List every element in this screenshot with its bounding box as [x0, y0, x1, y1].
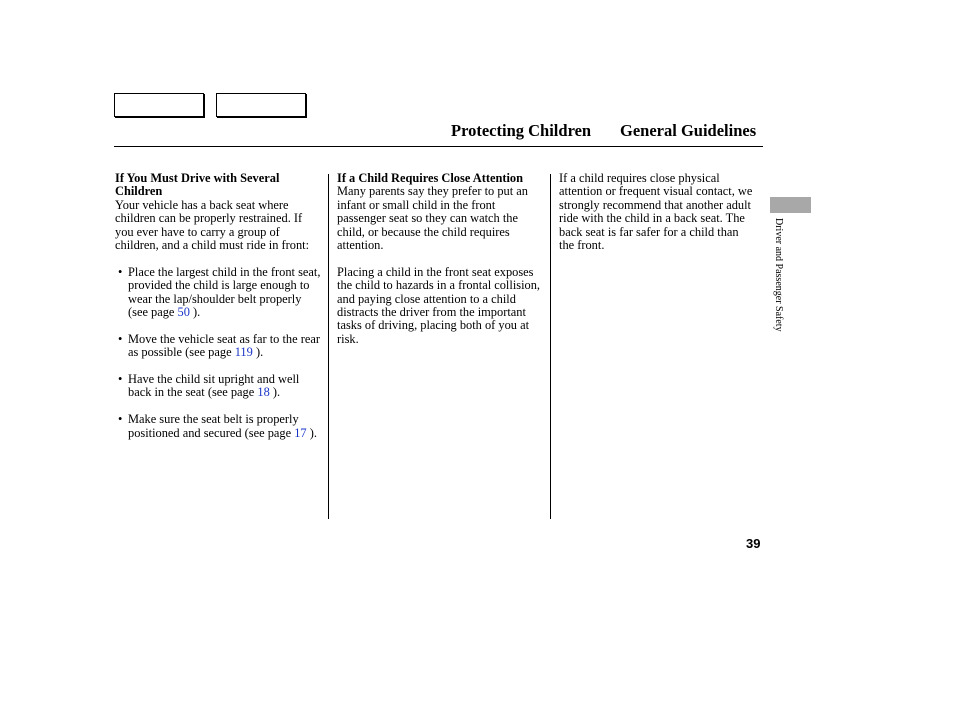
topic-title: General Guidelines	[620, 121, 757, 140]
paragraph: Placing a child in the front seat exposes the child to hazards in a frontal collision, and paying close attention to a child distracts the driver from the important tasks of driving, placing both of you at risk.	[337, 264, 541, 346]
intro-paragraph: Your vehicle has a back seat where children can be properly restrained. If you ever have to carry a group of children, and a child must ride in front:	[115, 197, 310, 253]
page-link-17[interactable]: 17	[294, 425, 307, 440]
bullet-icon: •	[118, 331, 123, 346]
page-link-18[interactable]: 18	[257, 385, 270, 400]
bullet-icon: •	[118, 264, 123, 279]
paragraph: If a child requires close physical attention or frequent visual contact, we strongly recommend that another adult ride with the child in a back seat. The back seat is far safer for a child than the front.	[559, 171, 753, 253]
bullet-icon: •	[118, 412, 123, 427]
list-item-text: Move the vehicle seat as far to the rear as possible (see page	[128, 331, 320, 360]
column-divider	[550, 174, 551, 519]
list-item-end: ).	[272, 385, 281, 400]
subheading-close-attention: If a Child Requires Close Attention	[337, 171, 523, 185]
nav-button-previous[interactable]	[114, 93, 204, 117]
page-link-119[interactable]: 119	[234, 345, 253, 360]
guideline-list	[115, 266, 323, 440]
list-item-text: Place the largest child in the front seat, provided the child is large enough to wear the lap/shoulder belt properly (see page	[128, 264, 321, 320]
nav-button-next[interactable]	[216, 93, 306, 117]
list-item	[115, 373, 323, 400]
list-item-end: ).	[309, 425, 317, 440]
list-item-text: Make sure the seat belt is properly positioned and secured (see page	[128, 412, 299, 440]
column-3	[559, 172, 754, 266]
header-rule	[114, 146, 763, 147]
list-item	[115, 413, 323, 440]
list-item-end: ).	[255, 345, 264, 360]
section-title: Protecting Children	[451, 121, 592, 140]
page-link-50[interactable]: 50	[177, 305, 190, 320]
subheading-several-children: If You Must Drive with Several Children	[115, 171, 280, 199]
paragraph: Many parents say they prefer to put an infant or small child in the front passenger seat so they can watch the child, or because the child requires attention.	[337, 184, 528, 253]
list-item-end: ).	[193, 305, 201, 320]
page-number: 39	[746, 536, 761, 551]
section-tab-marker	[770, 197, 811, 213]
list-item	[115, 266, 323, 320]
column-1	[115, 172, 323, 453]
bullet-icon: •	[118, 372, 123, 387]
column-2	[337, 172, 544, 360]
column-divider	[328, 174, 329, 519]
list-item-text: Have the child sit upright and well back in the seat (see page	[128, 372, 300, 400]
list-item	[115, 333, 323, 360]
side-tab-label: Driver and Passenger Safety	[773, 218, 784, 332]
